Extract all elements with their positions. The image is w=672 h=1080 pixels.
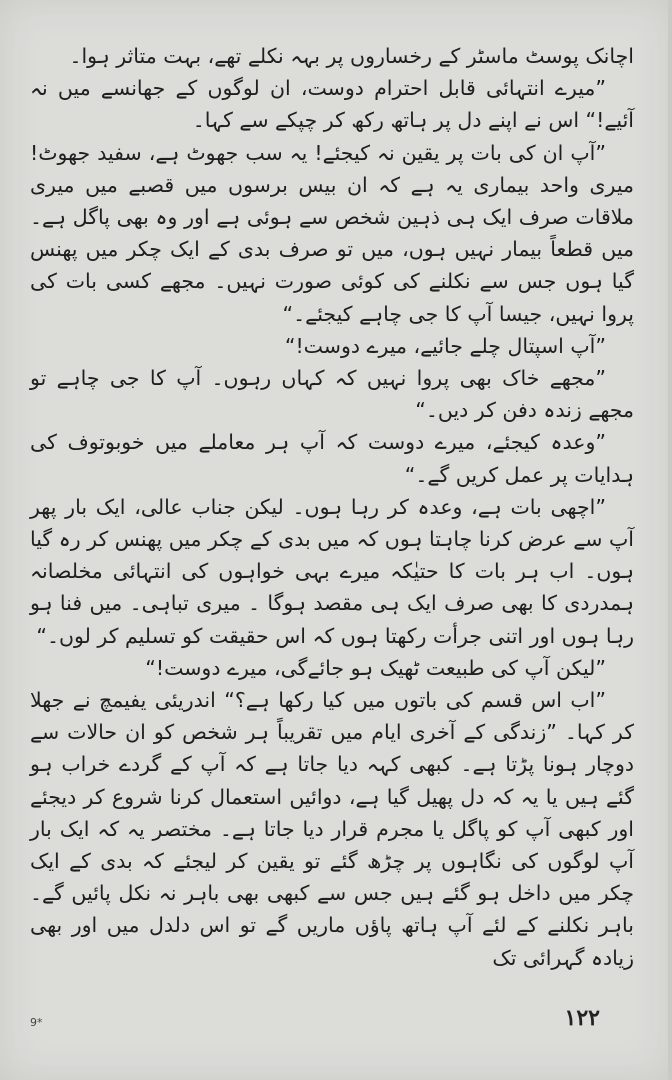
paragraph-5: ”مجھے خاک بھی پروا نہیں کہ کہاں رہوں۔ آپ کا جی چاہے تو مجھے زندہ دفن کر دیں۔“: [30, 366, 634, 423]
body-text: [30, 40, 634, 974]
paragraph-1: اچانک پوسٹ ماسٹر کے رخساروں پر بہہ نکلے تھے، بہت متاثر ہوا۔: [69, 44, 634, 68]
paragraph-4: ”آپ اسپتال چلے جائیے، میرے دوست!“: [284, 333, 606, 358]
paragraph-6: ”وعدہ کیجئے، میرے دوست کہ آپ ہر معاملے میں خوبوتوف کی ہدایات پر عمل کریں گے۔“: [30, 430, 634, 487]
page-number: ۱۲۲: [564, 1005, 600, 1031]
paragraph-3: ”آپ ان کی بات پر یقین نہ کیجئے! یہ سب جھوٹ ہے، سفید جھوٹ! میری واحد بیماری یہ ہے کہ ان بیس برسوں میں قصبے میں میری ملاقات صرف ایک ہی ذہین شخص سے ہوئی ہے اور وہ بھی پاگل ہے۔ میں قطعاً بیمار نہیں ہوں، میں تو صرف بدی کے ایک چکر میں پھنس گیا ہوں جس سے نکلنے کی کوئی صورت نہیں۔ مجھے کسی بات کی پروا نہیں، جیسا آپ کا جی چاہے کیجئے۔“: [30, 140, 634, 326]
paragraph-2: ”میرے انتہائی قابل احترام دوست، ان لوگوں کے جھانسے میں نہ آئیے!“ اس نے اپنے دل پر ہاتھ رکھ کر چپکے سے کہا۔: [30, 76, 634, 133]
paragraph-7: ”اچھی بات ہے، وعدہ کر رہا ہوں۔ لیکن جناب عالی، ایک بار پھر آپ سے عرض کرنا چاہتا ہوں کہ میں بدی کے چکر میں پھنس کر رہ گیا ہوں۔ اب ہر بات کا حتیٰکہ میرے بہی خواہوں کی انتہائی مخلصانہ ہمدردی کا بھی صرف ایک ہی مقصد ہوگا ۔ میری تباہی۔ میں فنا ہو رہا ہوں اور اتنی جرأت رکھتا ہوں کہ اس حقیقت کو تسلیم کر لوں۔“: [30, 494, 634, 648]
page-edge: [668, 0, 672, 1080]
paragraph-8: ”لیکن آپ کی طبیعت ٹھیک ہو جائےگی، میرے دوست!“: [145, 655, 606, 680]
paragraph-9: ”اب اس قسم کی باتوں میں کیا رکھا ہے؟“ اندریئی یفیمچ نے جھلا کر کہا۔ ”زندگی کے آخری ایام میں تقریباً ہر شخص کو ان حالات سے دوچار ہونا پڑتا ہے۔ کبھی کہہ دیا جاتا ہے کہ آپ کے گردے خراب ہو گئے ہیں یا یہ کہ دل پھیل گیا ہے، دوائیں استعمال کرنا شروع کر دیجئے اور کبھی آپ کو پاگل یا مجرم قرار دیا جاتا ہے۔ مختصر یہ کہ ایک بار آپ لوگوں کی نگاہوں پر چڑھ گئے تو یقین کر لیجئے کہ بدی کے ایک چکر میں داخل ہو گئے ہیں جس سے کبھی بھی باہر نہ نکل پائیں گے۔ باہر نکلنے کے لئے آپ ہاتھ پاؤں ماریں گے تو اس دلدل میں اور بھی زیادہ گہرائی تک: [30, 688, 634, 970]
signature-mark: 9*: [30, 1016, 43, 1029]
